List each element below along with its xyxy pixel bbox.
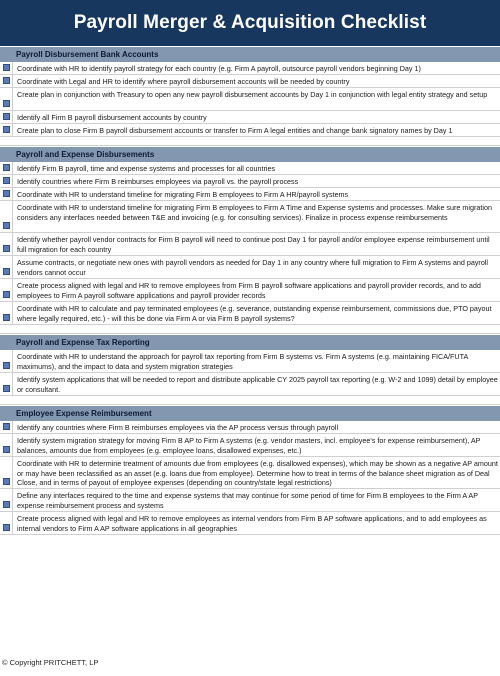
checkbox-icon[interactable]: [3, 100, 10, 107]
checkbox-icon[interactable]: [3, 177, 10, 184]
checklist-row: [0, 256, 500, 279]
checkbox-icon[interactable]: [3, 501, 10, 508]
checklist-row: [0, 302, 500, 325]
checklist-item-text: Identify countries where Firm B reimburses employees via payroll vs. the payroll process: [17, 177, 299, 186]
checklist-row: [0, 279, 500, 302]
section-heading: Employee Expense Reimbursement: [0, 405, 500, 421]
checklist-item-text: Create plan in conjunction with Treasury to open any new payroll disbursement accounts by Day 1 in conjunction with legal entity strategy and setup: [17, 90, 488, 99]
checkbox-icon[interactable]: [3, 314, 10, 321]
checklist-item-text: Coordinate with HR to understand timeline for migrating Firm B employees to Firm A Time and Expense systems and processes. Make sure migration considers any interfaces needed between T&E and invoicing (e.g. for consulting services). Finalize in process expense reimbursements: [17, 203, 492, 222]
checklist-item-text: Create plan to close Firm B payroll disbursement accounts or transfer to Firm A legal entities and change bank signatory names by Day 1: [17, 126, 453, 135]
section-heading: Payroll and Expense Disbursements: [0, 146, 500, 162]
checkbox-icon[interactable]: [3, 446, 10, 453]
checkbox-icon[interactable]: [3, 164, 10, 171]
checkbox-icon[interactable]: [3, 291, 10, 298]
checkbox-icon[interactable]: [3, 385, 10, 392]
checkbox-icon[interactable]: [3, 77, 10, 84]
page-title: Payroll Merger & Acquisition Checklist: [0, 0, 500, 46]
checklist-row: [0, 350, 500, 373]
checklist-row: [0, 175, 500, 188]
checklist-row: [0, 162, 500, 175]
checklist-row: [0, 489, 500, 512]
checklist-sheet: [0, 46, 500, 535]
checklist-item-text: Identify Firm B payroll, time and expense systems and processes for all countries: [17, 164, 276, 173]
checklist-row: [0, 512, 500, 535]
checklist-item-text: Identify all Firm B payroll disbursement accounts by country: [17, 113, 207, 122]
checklist-item-text: Create process aligned with legal and HR to remove employees as internal vendors from Firm B AP software applications, and to add employees as internal vendors to Firm A AP software applications in all geographies: [17, 514, 487, 533]
checkbox-icon[interactable]: [3, 268, 10, 275]
checklist-item-text: Create process aligned with legal and HR to remove employees from Firm B payroll software applications and payroll provider records, and to add employees to Firm A payroll software applications and payroll provider records: [17, 281, 481, 300]
checkbox-icon[interactable]: [3, 423, 10, 430]
copyright-footer: © Copyright PRITCHETT, LP: [2, 658, 99, 667]
checkbox-icon[interactable]: [3, 64, 10, 71]
checkbox-icon[interactable]: [3, 190, 10, 197]
checklist-row: [0, 111, 500, 124]
checklist-item-text: Assume contracts, or negotiate new ones with payroll vendors as needed for Day 1 in any country where full migration to Firm A systems and payroll vendors cannot occur: [17, 258, 489, 277]
checklist-item-text: Coordinate with HR to understand timeline for migrating Firm B employees to Firm A HR/payroll systems: [17, 190, 349, 199]
checklist-row: [0, 201, 500, 233]
checkbox-icon[interactable]: [3, 222, 10, 229]
checklist-item-text: Coordinate with HR to calculate and pay terminated employees (e.g. severance, outstanding expense reimbursement, commissions due, PTO payout where legally required, etc.) - will this be done via Firm A or via Firm B payroll systems?: [17, 304, 492, 323]
checklist-row: [0, 188, 500, 201]
checklist-item-text: Identify system migration strategy for moving Firm B AP to Firm A systems (e.g. vendor masters, incl. employee's for expense reimbursement), AP balances, amounts due from employees (e.g. employee loans, disallowed expenses, etc.): [17, 436, 481, 455]
checklist-item-text: Identify system applications that will be needed to report and distribute applicable CY 2025 payroll tax reporting (e.g. W-2 and 1099) detail by employee or consultant.: [17, 375, 498, 394]
checklist-item-text: Identify any countries where Firm B reimburses employees via the AP process versus through payroll: [17, 423, 339, 432]
checklist-item-text: Coordinate with HR to identify payroll strategy for each country (e.g. Firm A payroll, outsource payroll vendors beginning Day 1): [17, 64, 421, 73]
section-heading: Payroll and Expense Tax Reporting: [0, 334, 500, 350]
checklist-row: [0, 62, 500, 75]
checklist-row: [0, 434, 500, 457]
checklist-row: [0, 373, 500, 396]
checkbox-icon[interactable]: [3, 113, 10, 120]
checklist-row: [0, 421, 500, 434]
section-spacer: [0, 137, 500, 146]
checklist-item-text: Coordinate with Legal and HR to identify where payroll disbursement accounts will be needed by country: [17, 77, 350, 86]
checklist-row: [0, 124, 500, 137]
section-heading: Payroll Disbursement Bank Accounts: [0, 46, 500, 62]
checklist-row: [0, 88, 500, 111]
section-spacer: [0, 396, 500, 405]
checklist-row: [0, 75, 500, 88]
checklist-item-text: Identify whether payroll vendor contracts for Firm B payroll will need to continue post Day 1 for payroll and/or employee expense reimbursement until full migration for each country: [17, 235, 490, 254]
checkbox-icon[interactable]: [3, 524, 10, 531]
checkbox-icon[interactable]: [3, 362, 10, 369]
checklist-row: [0, 233, 500, 256]
checklist-item-text: Define any interfaces required to the time and expense systems that may continue for some period of time for Firm B employees to the Firm A AP expense reimbursement process and systems: [17, 491, 478, 510]
checkbox-icon[interactable]: [3, 126, 10, 133]
checklist-item-text: Coordinate with HR to determine treatment of amounts due from employees (e.g. disallowed expenses), which may be shown as a negative AP amount or may have been reclassified as an asset (e.g. loans due from employee). Determine how to treat in terms of the balance sheet migration as of Deal Close, and in terms of payout of employee expenses (depending on country/state legal restrictions): [17, 459, 498, 488]
checklist-item-text: Coordinate with HR to understand the approach for payroll tax reporting from Firm B systems vs. Firm A systems (e.g. maintaining FICA/FUTA maximums), and the impact to data and system migration strategies: [17, 352, 468, 371]
checklist-row: [0, 457, 500, 489]
section-spacer: [0, 325, 500, 334]
checkbox-icon[interactable]: [3, 245, 10, 252]
checkbox-icon[interactable]: [3, 478, 10, 485]
